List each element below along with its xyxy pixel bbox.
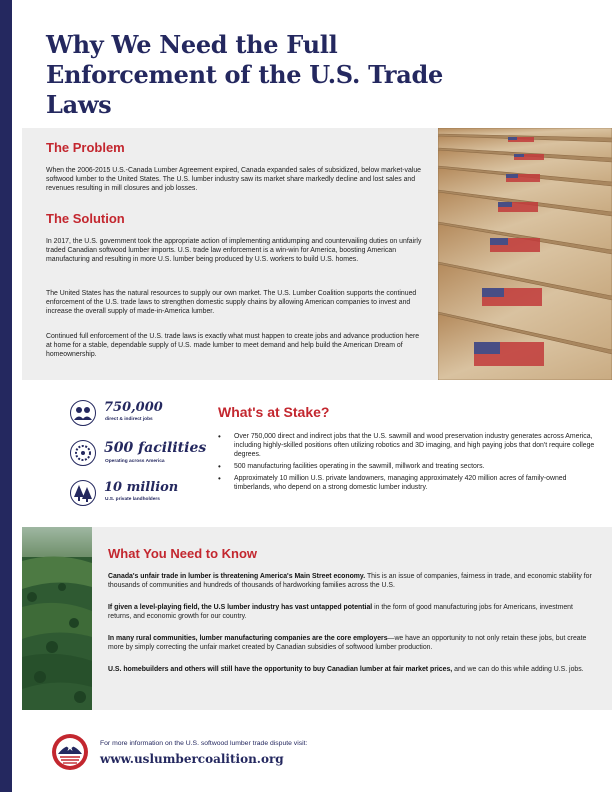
know-body: This is an issue of companies, fairness in trade, and economic stability for thousands of communities and hundreds of thousands of hardworking families across the U.S. [108, 573, 592, 589]
trees-icon [70, 480, 96, 506]
stat-caption: direct & indirect jobs [105, 417, 153, 422]
stat-caption: U.S. private landholders [105, 497, 160, 502]
workers-icon [70, 400, 96, 426]
stat-number: 10 million [104, 480, 179, 495]
know-bold-lead: U.S. homebuilders and others will still have the opportunity to buy Canadian lumber at fair market prices, [108, 666, 453, 673]
forest-photo [22, 527, 92, 710]
list-item: • 500 manufacturing facilities operating in the sawmill, millwork and treating sectors. [218, 462, 596, 471]
know-bold-lead: Canada's unfair trade in lumber is threatening America's Main Street economy. [108, 573, 366, 580]
page-title: Why We Need the Full Enforcement of the U.S. Trade Laws [46, 30, 443, 119]
problem-heading: The Problem [46, 140, 125, 155]
list-item: • Over 750,000 direct and indirect jobs that the U.S. sawmill and wood preservation industry generates across America, including highly-skilled positions often utilizing robotics and 3D imaging, and high paying jobs that don't require college degrees. [218, 432, 596, 459]
know-body: in the form of good manufacturing jobs for Americans, investment returns, and economic growth for our country. [108, 604, 573, 620]
solution-paragraph-3: Continued full enforcement of the U.S. trade laws is exactly what must happen to create jobs and advance production here at home for a stable, dependable supply of U.S. made lumber to meet demand and help build the American Dream of homeownership. [46, 333, 420, 358]
side-accent-bar [0, 0, 12, 792]
solution-paragraph-1: In 2017, the U.S. government took the appropriate action of implementing antidumping and countervailing duties on unfairly traded Canadian softwood lumber imports. U.S. trade law enforcement is a win-win for America, boosting American manufacturing and resulting in more U.S. lumber being produced by U.S. workers to build U.S. homes. [46, 238, 422, 263]
know-heading: What You Need to Know [108, 546, 258, 561]
know-paragraph [108, 572, 598, 590]
stat-number: 750,000 [104, 400, 163, 415]
know-body: —we have an opportunity to not only retain these jobs, but create more by simply correcting the unfair market created by Canadian subsidies of softwood lumber production. [108, 635, 587, 651]
stake-list [218, 432, 596, 495]
lumber-stack-photo [438, 128, 612, 380]
know-paragraph [108, 665, 598, 674]
saw-blade-icon [70, 440, 96, 466]
footer-note: For more information on the U.S. softwood lumber trade dispute visit: [100, 740, 308, 747]
know-paragraph [108, 634, 598, 652]
problem-text: When the 2006-2015 U.S.-Canada Lumber Agreement expired, Canada expanded sales of subsidized, below market-value softwood lumber to the United States. The U.S. lumber industry saw its market share markedly decline and lost sales and revenues resulting in mill closures and job losses. [46, 167, 422, 192]
stat-caption: Operating across America [105, 459, 165, 464]
solution-heading: The Solution [46, 211, 125, 226]
stat-number: 500 facilities [104, 440, 207, 456]
lumber-coalition-logo [50, 732, 90, 772]
know-paragraph [108, 603, 598, 621]
know-body: and we can do this while adding U.S. jobs. [452, 666, 584, 673]
know-bold-lead: In many rural communities, lumber manufacturing companies are the core employers [108, 635, 388, 642]
stake-heading: What's at Stake? [218, 404, 330, 420]
know-bold-lead: If given a level-playing field, the U.S lumber industry has vast untapped potential [108, 604, 373, 611]
website-link[interactable]: www.uslumbercoalition.org [100, 752, 284, 766]
list-item: • Approximately 10 million U.S. private landowners, managing approximately 420 million acres of family-owned timberlands, who depend on a strong domestic lumber industry. [218, 474, 596, 492]
solution-paragraph-2: The United States has the natural resources to supply our own market. The U.S. Lumber Coalition supports the continued enforcement of the U.S. trade laws to strengthen domestic supply chains by allowing American companies to invest and increase the overall supply of made-in-America lumber. [46, 290, 417, 315]
